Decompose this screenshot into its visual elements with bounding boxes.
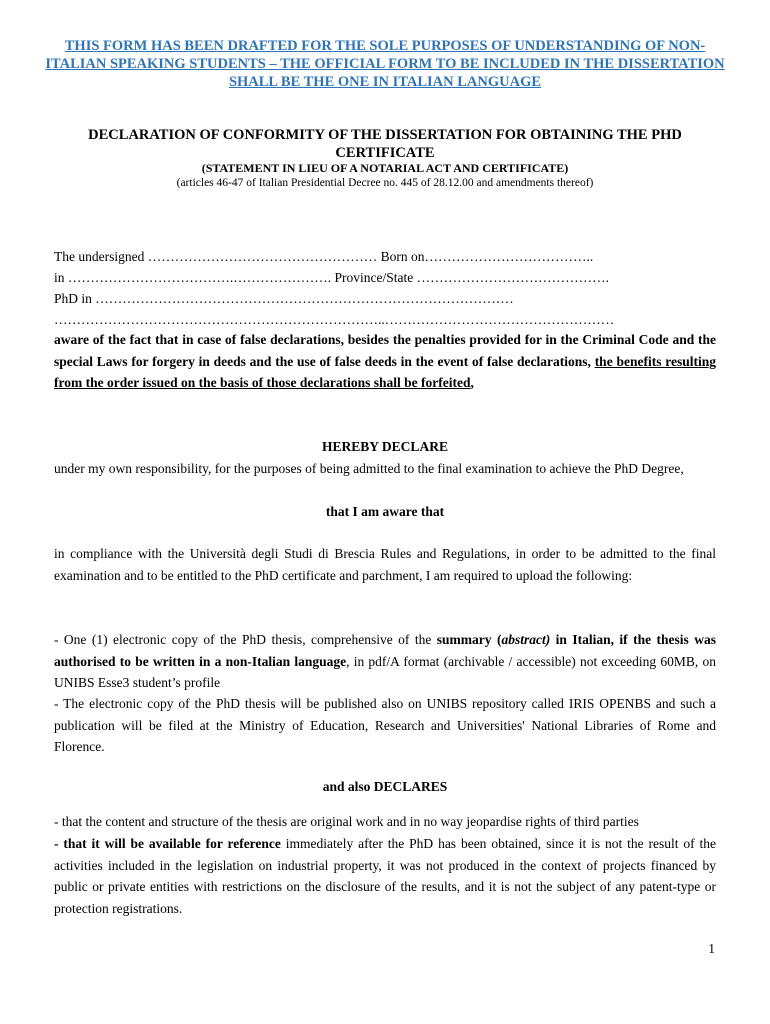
hereby-declare-text: HEREBY DECLARE <box>322 439 448 454</box>
hereby-declare-heading <box>54 436 716 458</box>
undersigned-field[interactable]: …………………………………………… <box>147 249 378 264</box>
item1-text: - One (1) electronic copy of the PhD thesis, comprehensive of the <box>54 632 437 647</box>
also-declares-text: and also DECLARES <box>322 779 448 794</box>
aware-that-text: that I am aware that <box>325 504 445 519</box>
decl2-bold: - that it will be available for reference <box>54 836 281 851</box>
declaration-item-1: - that the content and structure of the thesis are original work and in no way jeopardise rights of third parties <box>54 814 639 829</box>
birthplace-line <box>54 267 719 288</box>
born-field[interactable]: ……………………………….. <box>424 249 594 264</box>
province-field[interactable]: ……………………………………. <box>416 270 609 285</box>
declaration-item-2 <box>54 833 716 919</box>
page-number: 1 <box>708 941 715 956</box>
awareness-text: aware of the fact that in case of false declarations, besides the penalties provided for in the Criminal Code and the special Laws for forgery in deeds and the use of false deeds in the event of false declarations, <box>54 332 716 369</box>
personal-details-section <box>54 246 719 330</box>
requirement-item-1 <box>54 629 716 694</box>
document-subtitle: (STATEMENT IN LIEU OF A NOTARIAL ACT AND CERTIFICATE) <box>201 161 569 175</box>
aware-that-heading <box>54 501 716 523</box>
born-label: Born on <box>380 249 425 264</box>
document-title: DECLARATION OF CONFORMITY OF THE DISSERTATION FOR OBTAINING THE PHD CERTIFICATE <box>88 127 682 161</box>
phd-line <box>54 288 719 309</box>
phd-field[interactable]: ………………………………………………………………………………… <box>95 291 514 306</box>
province-label: Province/State <box>334 270 414 285</box>
phd-continuation-field[interactable]: ………………………………………………………………..…………………………………………… <box>54 312 615 327</box>
awareness-comma: , <box>470 375 474 390</box>
in-label: in <box>54 270 65 285</box>
item1-abstract: abstract) <box>501 632 551 647</box>
responsibility-paragraph: under my own responsibility, for the purposes of being admitted to the final examination to achieve the PhD Degree, <box>54 461 684 476</box>
item1-summary: summary ( <box>436 632 502 647</box>
decl2-text: immediately after the PhD has been obtained, since it is not the result of the activities included in the legislation on industrial property, it was not produced in the context of projects financed by public or private entities with restrictions on the disclosure of the results, and it is not the subject of any patent-type or protection registrations. <box>54 836 717 916</box>
disclaimer-notice: THIS FORM HAS BEEN DRAFTED FOR THE SOLE PURPOSES OF UNDERSTANDING OF NON-ITALIAN SPEAKING STUDENTS – THE OFFICIAL FORM TO BE INCLUDED IN THE DISSERTATION SHALL BE THE ONE IN ITALIAN LANGUAGE <box>45 38 725 90</box>
requirement-item-2: - The electronic copy of the PhD thesis will be published also on UNIBS repository called IRIS OPENBS and such a publication will be filed at the Ministry of Education, Research and Universities' National Libraries of Rome and Florence. <box>54 696 716 754</box>
item1-italian-condition: in Italian, if the thesis was authorised to be written in a non-Italian language <box>54 632 716 669</box>
phd-label: PhD in <box>54 291 92 306</box>
undersigned-line <box>54 246 719 267</box>
awareness-paragraph <box>54 329 716 394</box>
forfeit-clause: the benefits resulting from the order issued on the basis of those declarations shall be forfeited <box>54 353 717 390</box>
decree-reference: (articles 46-47 of Italian Presidential Decree no. 445 of 28.12.00 and amendments thereof) <box>176 177 594 189</box>
item1-format: , in pdf/A format (archivable / accessible) not exceeding 60MB, on UNIBS Esse3 student’s profile <box>54 653 716 690</box>
also-declares-heading <box>54 776 716 798</box>
birthplace-field[interactable]: ……………………………….…………………. <box>67 270 332 285</box>
undersigned-label: The undersigned <box>54 249 145 264</box>
compliance-paragraph: in compliance with the Università degli Studi di Brescia Rules and Regulations, in order to be admitted to the final examination and to be entitled to the PhD certificate and parchment, I am required to upload the following: <box>54 546 716 583</box>
